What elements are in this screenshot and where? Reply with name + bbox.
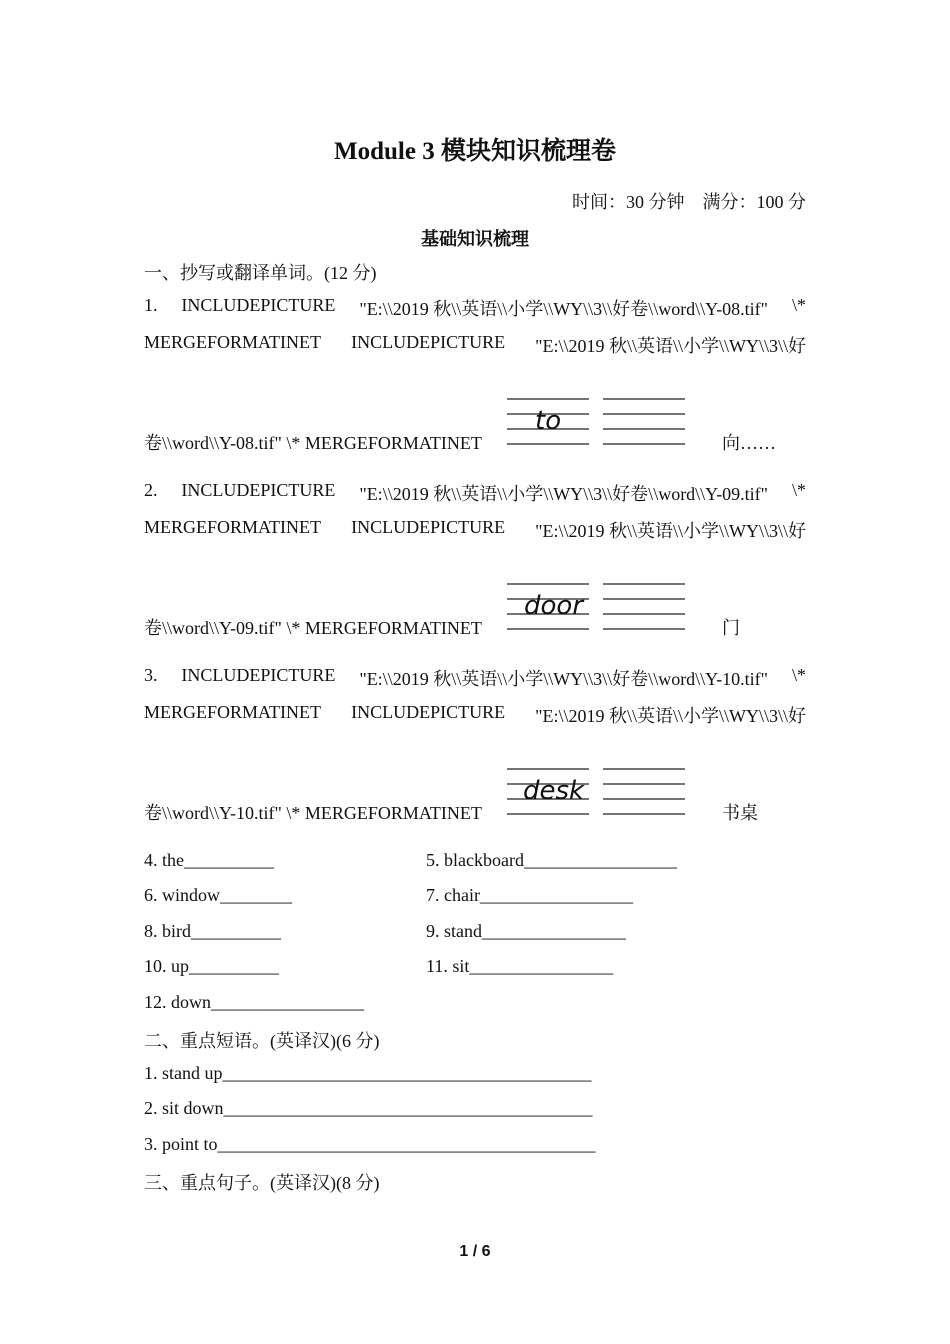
part3-heading: 三、重点句子。(英译汉)(8 分): [144, 1173, 380, 1193]
text-fragment: MERGEFORMATINET: [144, 332, 322, 352]
word-item: 8. bird__________: [144, 921, 281, 941]
text-fragment: 2.: [144, 480, 158, 500]
text-fragment: \*: [791, 295, 806, 315]
text-fragment: 1.: [144, 295, 158, 315]
word-item: 10. up__________: [144, 956, 279, 976]
item2-line1: [144, 480, 806, 506]
word-item: 5. blackboard_________________: [426, 850, 677, 870]
handwriting-box-to: [507, 396, 687, 446]
text-fragment: INCLUDEPICTURE: [181, 665, 336, 685]
phrase-item: 3. point to__________________________________________: [144, 1134, 596, 1154]
handwriting-box-desk: [507, 766, 687, 816]
part1-heading: 一、抄写或翻译单词。(12 分): [144, 263, 377, 283]
handwritten-word: door: [524, 591, 584, 621]
item3-line2: [144, 702, 806, 728]
item3-meaning: 书桌: [722, 803, 758, 823]
item2-meaning: 门: [722, 618, 740, 638]
text-fragment: MERGEFORMATINET: [144, 517, 322, 537]
item1-line2: [144, 332, 806, 358]
text-fragment: \*: [791, 665, 806, 685]
section-heading-basic: 基础知识梳理: [421, 229, 529, 249]
item3-line3: 卷\\word\\Y-10.tif" \* MERGEFORMATINET: [144, 803, 482, 823]
item1-line3: 卷\\word\\Y-08.tif" \* MERGEFORMATINET: [144, 433, 482, 453]
item1-line1: [144, 295, 806, 321]
time-score-info: 时间：30 分钟 满分：100 分: [572, 192, 806, 212]
handwritten-word: to: [535, 406, 562, 436]
text-fragment: INCLUDEPICTURE: [351, 517, 506, 537]
word-item: 12. down_________________: [144, 992, 364, 1012]
text-fragment: "E:\\2019 秋\\英语\\小学\\WY\\3\\好: [535, 521, 806, 541]
text-fragment: "E:\\2019 秋\\英语\\小学\\WY\\3\\好: [535, 706, 806, 726]
word-item: 4. the__________: [144, 850, 274, 870]
item1-meaning: 向……: [722, 433, 776, 453]
word-item: 7. chair_________________: [426, 885, 633, 905]
item2-line2: [144, 517, 806, 543]
word-item: 11. sit________________: [426, 956, 614, 976]
part2-heading: 二、重点短语。(英译汉)(6 分): [144, 1031, 380, 1051]
text-fragment: INCLUDEPICTURE: [181, 295, 336, 315]
handwriting-box-door: [507, 581, 687, 631]
text-fragment: "E:\\2019 秋\\英语\\小学\\WY\\3\\好卷\\word\\Y-08.tif": [359, 299, 769, 319]
text-fragment: INCLUDEPICTURE: [181, 480, 336, 500]
text-fragment: MERGEFORMATINET: [144, 702, 322, 722]
handwritten-word: desk: [523, 776, 585, 806]
text-fragment: INCLUDEPICTURE: [351, 702, 506, 722]
page-number: 1 / 6: [459, 1243, 491, 1260]
item3-line1: [144, 665, 806, 691]
phrase-item: 2. sit down_________________________________________: [144, 1098, 593, 1118]
item2-line3: 卷\\word\\Y-09.tif" \* MERGEFORMATINET: [144, 618, 482, 638]
text-fragment: "E:\\2019 秋\\英语\\小学\\WY\\3\\好卷\\word\\Y-10.tif": [359, 669, 769, 689]
text-fragment: "E:\\2019 秋\\英语\\小学\\WY\\3\\好卷\\word\\Y-09.tif": [359, 484, 769, 504]
text-fragment: \*: [791, 480, 806, 500]
page-title: Module 3 模块知识梳理卷: [334, 138, 616, 165]
word-item: 6. window________: [144, 885, 292, 905]
phrase-item: 1. stand up_________________________________________: [144, 1063, 592, 1083]
text-fragment: 3.: [144, 665, 158, 685]
text-fragment: INCLUDEPICTURE: [351, 332, 506, 352]
text-fragment: "E:\\2019 秋\\英语\\小学\\WY\\3\\好: [535, 336, 806, 356]
word-item: 9. stand________________: [426, 921, 626, 941]
